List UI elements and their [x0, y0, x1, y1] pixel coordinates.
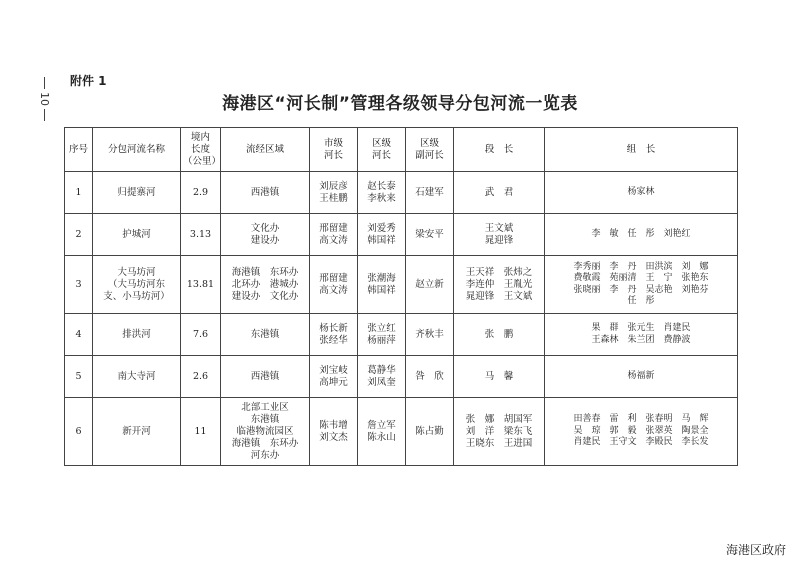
cell-line: 田善春 雷 利 张春明 马 辉	[573, 414, 709, 425]
cell-line: 西港镇	[250, 370, 280, 382]
cell-section	[454, 256, 545, 314]
cell-line: 临港物流园区	[236, 425, 294, 437]
cell-line: 马 馨	[484, 370, 514, 382]
cell-line: 张经华	[319, 334, 348, 346]
header-seq: 序号	[65, 128, 93, 172]
page-number	[36, 76, 52, 122]
cell-river	[93, 256, 181, 314]
header-city: 市级 河长	[310, 128, 358, 172]
cell-city	[310, 172, 358, 214]
cell-length: 11	[181, 398, 221, 466]
cell-line: 陈韦增	[319, 419, 348, 431]
cell-line: 张晓丽 李 丹 吴志艳 刘艳芬	[573, 284, 709, 295]
cell-line: 邢留建	[319, 222, 348, 234]
cell-district	[358, 314, 406, 356]
cell-line: 王天祥 张炜之	[465, 266, 533, 278]
cell-length: 3.13	[181, 214, 221, 256]
cell-line: 晁迎锋 王文斌	[465, 290, 533, 302]
header-deputy: 区级 副河长	[406, 128, 454, 172]
cell-area	[221, 356, 310, 398]
cell-seq: 1	[65, 172, 93, 214]
cell-line: 李连仲 王胤光	[465, 278, 533, 290]
cell-line: 刘辰彦	[319, 180, 348, 192]
cell-line: 南大寺河	[117, 370, 156, 382]
table-row	[65, 256, 738, 314]
cell-deputy	[406, 256, 454, 314]
cell-district	[358, 172, 406, 214]
page-number-rule-top	[44, 77, 45, 89]
cell-line: 西港镇	[250, 186, 280, 198]
table-row	[65, 314, 738, 356]
cell-line: 北环办 港城办	[231, 278, 299, 290]
cell-seq: 3	[65, 256, 93, 314]
cell-line: 刘宝岐	[319, 364, 348, 376]
cell-river	[93, 314, 181, 356]
cell-length: 13.81	[181, 256, 221, 314]
cell-deputy	[406, 356, 454, 398]
cell-line: 建设办	[250, 234, 280, 246]
cell-deputy	[406, 314, 454, 356]
cell-length: 2.9	[181, 172, 221, 214]
header-district: 区级 河长	[358, 128, 406, 172]
cell-district	[358, 256, 406, 314]
cell-river	[93, 172, 181, 214]
cell-line: 王晓东 王进国	[465, 437, 533, 449]
cell-line: 刘凤奎	[367, 376, 396, 388]
cell-river	[93, 214, 181, 256]
cell-line: 李 敏 任 彤 刘艳红	[591, 228, 691, 239]
attachment-label: 附件 1	[70, 74, 107, 88]
cell-line: 刘文杰	[319, 431, 348, 443]
cell-line: 齐秋丰	[415, 328, 444, 340]
cell-line: 刘 洋 梁东飞	[465, 425, 533, 437]
cell-line: 武 君	[484, 186, 514, 198]
cell-line: 张 娜 胡国军	[465, 413, 533, 425]
cell-line: 杨丽萍	[367, 334, 396, 346]
cell-seq: 6	[65, 398, 93, 466]
table-row	[65, 398, 738, 466]
cell-line: 梁安平	[415, 228, 444, 240]
page-number-rule-bottom	[44, 109, 45, 121]
cell-deputy	[406, 398, 454, 466]
header-group: 组 长	[545, 128, 738, 172]
cell-length: 7.6	[181, 314, 221, 356]
cell-line: 费敬霞 苑丽清 王 宁 张艳东	[573, 273, 709, 283]
cell-line: 李秋来	[367, 192, 396, 204]
cell-line: 王文斌	[484, 222, 514, 234]
river-leader-table	[64, 127, 738, 466]
cell-line: 张立红	[367, 322, 396, 334]
cell-group	[545, 256, 738, 314]
cell-deputy	[406, 172, 454, 214]
cell-area	[221, 214, 310, 256]
cell-district	[358, 356, 406, 398]
header-section: 段 长	[454, 128, 545, 172]
cell-section	[454, 214, 545, 256]
cell-city	[310, 256, 358, 314]
cell-line: 果 群 张元生 肖建民	[591, 323, 691, 333]
cell-group	[545, 314, 738, 356]
cell-line: 新开河	[122, 425, 151, 437]
cell-city	[310, 356, 358, 398]
cell-line: （大马坊河东	[107, 278, 165, 290]
cell-group	[545, 356, 738, 398]
cell-group	[545, 172, 738, 214]
cell-seq: 4	[65, 314, 93, 356]
header-area: 流经区域	[221, 128, 310, 172]
cell-line: 刘爱秀	[367, 222, 396, 234]
cell-deputy	[406, 214, 454, 256]
cell-line: 高文涛	[319, 234, 348, 246]
cell-line: 吴 琼 郭 毅 张翠英 陶景全	[573, 425, 709, 436]
cell-line: 邢留建	[319, 272, 348, 284]
cell-area	[221, 314, 310, 356]
cell-line: 赵立新	[415, 278, 444, 290]
cell-line: 海港镇 东环办	[231, 437, 299, 449]
cell-city	[310, 398, 358, 466]
cell-area	[221, 398, 310, 466]
cell-line: 河东办	[250, 449, 280, 461]
footer-source: 海港区政府	[725, 543, 786, 557]
cell-section	[454, 356, 545, 398]
cell-line: 高坤元	[319, 376, 348, 388]
cell-city	[310, 214, 358, 256]
cell-river	[93, 356, 181, 398]
cell-line: 归提寨河	[117, 186, 156, 198]
table-row	[65, 356, 738, 398]
cell-line: 陈永山	[367, 431, 396, 443]
table-row	[65, 214, 738, 256]
cell-line: 葛静华	[367, 364, 396, 376]
cell-line: 北部工业区	[241, 401, 289, 413]
cell-area	[221, 172, 310, 214]
cell-line: 海港镇 东环办	[231, 266, 299, 278]
cell-district	[358, 214, 406, 256]
cell-section	[454, 172, 545, 214]
cell-line: 排洪河	[122, 328, 151, 340]
cell-seq: 5	[65, 356, 93, 398]
cell-line: 杨家林	[627, 186, 655, 197]
cell-line: 任 彤	[627, 296, 655, 306]
cell-group	[545, 214, 738, 256]
cell-district	[358, 398, 406, 466]
cell-line: 张 鹏	[484, 328, 514, 340]
table-row	[65, 172, 738, 214]
cell-city	[310, 314, 358, 356]
cell-line: 李秀丽 李 丹 田洪滨 刘 娜	[573, 261, 709, 272]
header-length: 境内 长度 （公里）	[181, 128, 221, 172]
cell-line: 陈占勤	[415, 425, 444, 437]
header-row	[65, 128, 738, 172]
header-river: 分包河流名称	[93, 128, 181, 172]
cell-line: 杨福新	[627, 370, 655, 381]
cell-line: 东港镇	[250, 328, 280, 340]
document-title: 海港区“河长制”管理各级领导分包河流一览表	[222, 94, 578, 114]
cell-line: 韩国祥	[367, 234, 396, 246]
cell-line: 大马坊河	[117, 266, 156, 278]
cell-line: 韩国祥	[367, 284, 396, 296]
cell-line: 东港镇	[250, 413, 280, 425]
cell-line: 王森林 朱兰团 费静波	[591, 334, 691, 345]
cell-line: 支、小马坊河）	[103, 290, 170, 302]
cell-length: 2.6	[181, 356, 221, 398]
cell-line: 晁迎锋	[484, 234, 514, 246]
cell-section	[454, 314, 545, 356]
cell-line: 肖建民 王守文 李殿民 李长发	[573, 437, 709, 448]
cell-line: 石建军	[415, 186, 444, 198]
cell-line: 王桂鹏	[319, 192, 348, 204]
cell-area	[221, 256, 310, 314]
cell-section	[454, 398, 545, 466]
cell-line: 张潮海	[367, 272, 396, 284]
cell-line: 詹立军	[367, 419, 396, 431]
cell-seq: 2	[65, 214, 93, 256]
cell-line: 高文涛	[319, 284, 348, 296]
page-number-text: 10	[38, 92, 51, 106]
cell-line: 建设办 文化办	[231, 290, 299, 302]
cell-line: 杨长新	[319, 322, 348, 334]
cell-line: 咎 欣	[415, 370, 444, 382]
cell-line: 赵长泰	[367, 180, 396, 192]
cell-river	[93, 398, 181, 466]
cell-group	[545, 398, 738, 466]
cell-line: 文化办	[250, 222, 280, 234]
cell-line: 护城河	[122, 228, 151, 240]
